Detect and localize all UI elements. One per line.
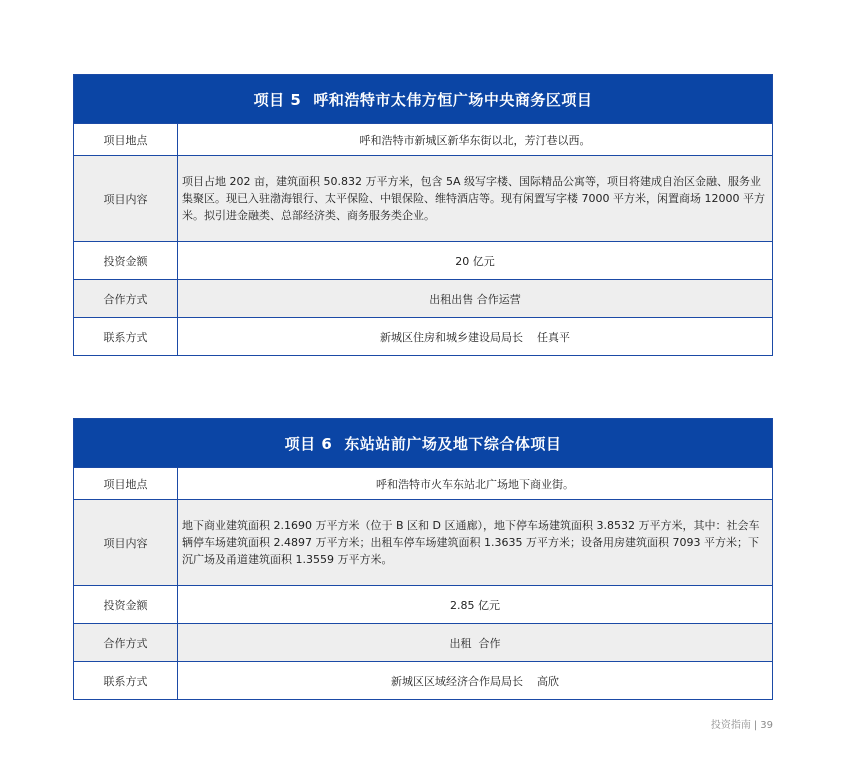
contact-label: 联系方式 xyxy=(74,662,178,699)
row-location xyxy=(74,124,772,156)
page-number: 39 xyxy=(760,720,773,731)
row-contact xyxy=(74,662,772,699)
cooperation-label: 合作方式 xyxy=(74,624,178,661)
investment-label: 投资金额 xyxy=(74,586,178,623)
row-location xyxy=(74,468,772,500)
project-number: 项目 6 xyxy=(284,434,333,453)
location-label: 项目地点 xyxy=(74,124,178,155)
row-cooperation xyxy=(74,280,772,318)
project-name: 呼和浩特市太伟方恒广场中央商务区项目 xyxy=(313,90,593,109)
cooperation-value: 出租出售 合作运营 xyxy=(429,292,521,306)
investment-value: 2.85 亿元 xyxy=(450,598,500,612)
contact-label: 联系方式 xyxy=(74,318,178,355)
footer-section: 投资指南 xyxy=(710,720,751,731)
location-value: 呼和浩特市新城区新华东街以北，芳汀巷以西。 xyxy=(359,133,591,147)
content-value: 项目占地 202 亩，建筑面积 50.832 万平方米，包含 5A 级写字楼、国际精品公寓等，项目将建成自治区金融、服务业集聚区。现已入驻渤海银行、太平保险、中银保险、维特酒店等。现有闲置写字楼 7000 平方米，闲置商场 12000 平方米。拟引进金融类、总部经济类、商务服务类企业。 xyxy=(182,175,765,222)
project-title xyxy=(74,419,772,468)
row-content xyxy=(74,156,772,242)
page-footer xyxy=(711,716,773,731)
content-label: 项目内容 xyxy=(74,500,178,585)
location-value: 呼和浩特市火车东站北广场地下商业街。 xyxy=(376,477,574,491)
contact-value: 新城区区域经济合作局局长 高欣 xyxy=(391,674,559,688)
cooperation-label: 合作方式 xyxy=(74,280,178,317)
row-content xyxy=(74,500,772,586)
content-label: 项目内容 xyxy=(74,156,178,241)
project-table xyxy=(73,418,773,700)
row-investment xyxy=(74,242,772,280)
investment-label: 投资金额 xyxy=(74,242,178,279)
footer-separator: | xyxy=(753,720,758,731)
content-value: 地下商业建筑面积 2.1690 万平方米（位于 B 区和 D 区通廊），地下停车场建筑面积 3.8532 万平方米，其中：社会车辆停车场建筑面积 2.4897 万平方米；出租车停车场建筑面积 1.3635 万平方米；设备用房建筑面积 7093 平方米；下沉广场及甬道建筑面积 1.3559 万平方米。 xyxy=(182,519,760,566)
project-number: 项目 5 xyxy=(253,90,302,109)
location-label: 项目地点 xyxy=(74,468,178,499)
project-table xyxy=(73,74,773,356)
project-title xyxy=(74,75,772,124)
investment-value: 20 亿元 xyxy=(455,254,495,268)
project-name: 东站站前广场及地下综合体项目 xyxy=(344,434,562,453)
contact-value: 新城区住房和城乡建设局局长 任真平 xyxy=(380,330,570,344)
row-investment xyxy=(74,586,772,624)
row-contact xyxy=(74,318,772,355)
row-cooperation xyxy=(74,624,772,662)
cooperation-value: 出租 合作 xyxy=(449,636,501,650)
